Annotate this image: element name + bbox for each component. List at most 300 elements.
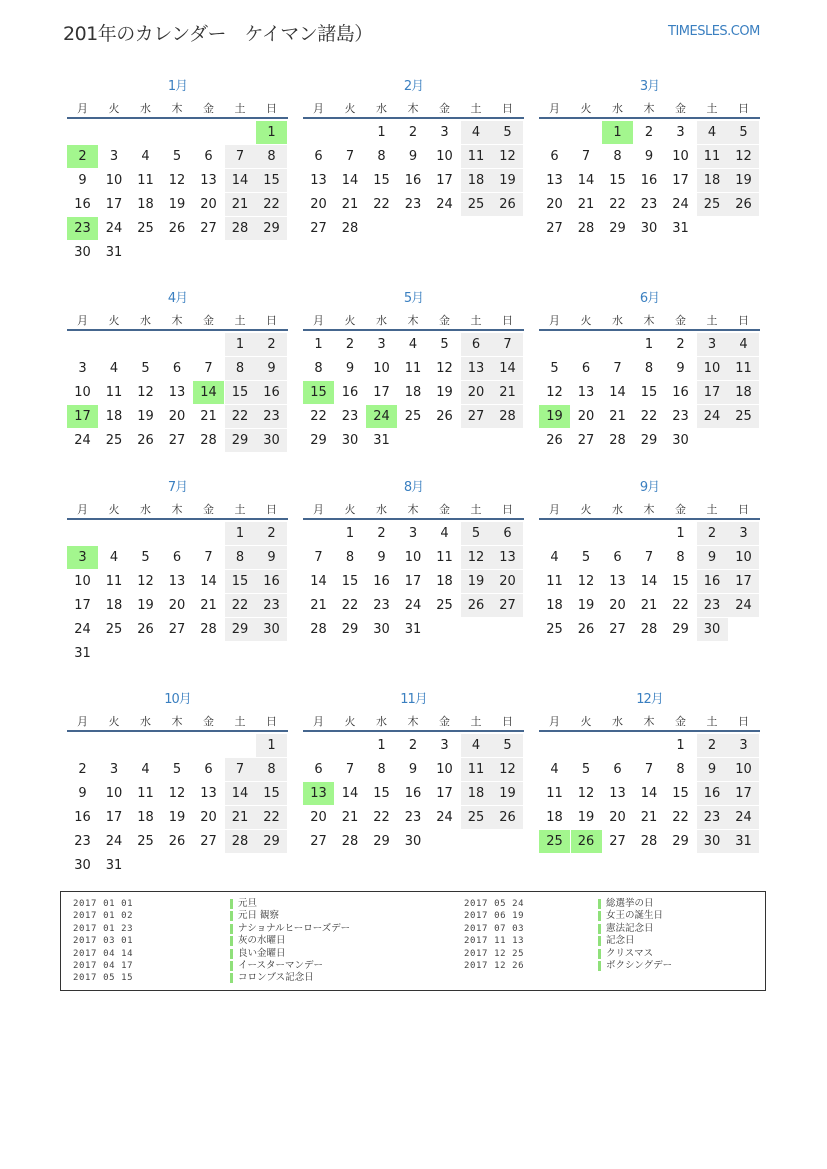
day-cell: 3 xyxy=(697,333,728,356)
day-cell: 17 xyxy=(436,786,453,801)
day-cell: 24 xyxy=(105,221,123,236)
weekday-label: 木 xyxy=(171,314,183,327)
day-cell: 11 xyxy=(697,145,728,168)
day-cell: 31 xyxy=(105,858,123,873)
month-name: 1月 xyxy=(167,79,188,94)
day-cell: 12 xyxy=(577,786,595,801)
day-cell: 19 xyxy=(137,409,154,424)
day-cell: 5 xyxy=(581,550,591,565)
day-cell: 11 xyxy=(105,574,123,589)
day-cell: 25 xyxy=(728,405,759,428)
day-cell: 22 xyxy=(225,594,256,617)
day-cell: 30 xyxy=(74,245,91,260)
day-cell: 20 xyxy=(546,197,563,212)
day-cell: 4 xyxy=(697,121,728,144)
day-cell: 16 xyxy=(373,574,390,589)
day-cell: 11 xyxy=(137,786,154,801)
day-cell: 14 xyxy=(341,786,359,801)
day-cell: 24 xyxy=(105,834,123,849)
day-cell: 13 xyxy=(310,173,327,188)
holiday-list xyxy=(60,891,766,991)
weekday-label: 木 xyxy=(407,715,419,728)
day-cell: 10 xyxy=(728,546,759,569)
day-cell: 16 xyxy=(256,570,287,593)
holiday-date: 2017 04 17 xyxy=(73,960,134,971)
holiday-name: 記念日 xyxy=(606,935,635,947)
day-cell: 12 xyxy=(168,173,186,188)
month-name: 12月 xyxy=(636,692,663,707)
day-cell: 5 xyxy=(440,337,449,352)
day-cell: 11 xyxy=(728,357,759,380)
day-cell: 26 xyxy=(546,433,563,448)
day-cell: 17 xyxy=(373,385,390,400)
day-cell: 17 xyxy=(74,598,91,613)
weekday-label: 木 xyxy=(643,715,655,728)
day-cell: 28 xyxy=(341,221,359,236)
weekday-label: 水 xyxy=(612,715,623,728)
holiday-name: 良い金曜日 xyxy=(238,947,286,959)
day-cell: 10 xyxy=(672,149,689,164)
holiday-date: 2017 01 01 xyxy=(73,899,134,909)
day-cell: 2 xyxy=(644,125,654,140)
weekday-label: 土 xyxy=(706,314,718,327)
day-cell: 10 xyxy=(436,149,453,164)
weekday-label: 月 xyxy=(77,102,88,115)
weekday-label: 日 xyxy=(502,715,513,728)
day-cell: 5 xyxy=(492,121,523,144)
day-cell: 21 xyxy=(640,598,658,613)
day-cell: 21 xyxy=(609,409,626,424)
weekday-label: 土 xyxy=(234,503,246,516)
weekday-label: 金 xyxy=(675,102,686,115)
day-cell: 4 xyxy=(141,149,150,164)
day-cell: 7 xyxy=(345,762,355,777)
day-cell: 9 xyxy=(408,149,418,164)
day-cell: 21 xyxy=(492,381,523,404)
holiday-marker xyxy=(230,961,233,971)
day-cell: 28 xyxy=(225,830,256,853)
day-cell: 29 xyxy=(225,618,256,641)
holiday-marker xyxy=(230,973,233,983)
day-cell: 29 xyxy=(341,622,359,637)
weekday-label: 月 xyxy=(549,102,560,115)
header-rule xyxy=(539,730,760,732)
weekday-label: 水 xyxy=(140,102,151,115)
day-cell: 4 xyxy=(109,361,119,376)
day-cell: 5 xyxy=(461,522,492,545)
day-cell: 13 xyxy=(577,385,595,400)
weekday-label: 日 xyxy=(738,314,749,327)
day-cell: 13 xyxy=(609,786,626,801)
day-cell: 15 xyxy=(303,381,334,404)
day-cell: 12 xyxy=(492,145,523,168)
day-cell: 3 xyxy=(728,522,759,545)
day-cell: 22 xyxy=(640,409,658,424)
weekday-label: 水 xyxy=(612,503,623,516)
weekday-label: 土 xyxy=(470,102,482,115)
day-cell: 7 xyxy=(204,550,213,565)
day-cell: 14 xyxy=(310,574,327,589)
day-cell: 7 xyxy=(204,361,213,376)
day-cell: 29 xyxy=(373,834,390,849)
day-cell: 29 xyxy=(310,433,327,448)
day-cell: 7 xyxy=(644,550,654,565)
day-cell: 8 xyxy=(345,550,355,565)
day-cell: 15 xyxy=(373,786,390,801)
day-cell: 2 xyxy=(256,333,287,356)
weekday-label: 日 xyxy=(266,715,277,728)
day-cell: 22 xyxy=(310,409,327,424)
day-cell: 23 xyxy=(672,409,689,424)
day-cell: 1 xyxy=(602,121,633,144)
day-cell: 14 xyxy=(193,381,224,404)
day-cell: 12 xyxy=(461,546,492,569)
day-cell: 28 xyxy=(640,622,658,637)
day-cell: 21 xyxy=(200,598,217,613)
day-cell: 30 xyxy=(341,433,359,448)
day-cell: 2 xyxy=(408,125,418,140)
weekday-label: 月 xyxy=(549,503,560,516)
day-cell: 1 xyxy=(256,734,287,757)
day-cell: 8 xyxy=(225,546,256,569)
day-cell: 14 xyxy=(640,574,658,589)
day-cell: 23 xyxy=(341,409,359,424)
day-cell: 24 xyxy=(436,810,453,825)
day-cell: 4 xyxy=(461,734,492,757)
day-cell: 15 xyxy=(373,173,390,188)
day-cell: 29 xyxy=(225,429,256,452)
holiday-date: 2017 01 02 xyxy=(73,911,134,922)
day-cell: 22 xyxy=(373,810,390,825)
holiday-date: 2017 01 23 xyxy=(73,923,134,934)
day-cell: 9 xyxy=(256,546,287,569)
day-cell: 16 xyxy=(640,173,658,188)
day-cell: 27 xyxy=(200,221,217,236)
weekday-label: 水 xyxy=(612,314,623,327)
day-cell: 3 xyxy=(109,762,119,777)
day-cell: 1 xyxy=(644,337,654,352)
day-cell: 2 xyxy=(697,734,728,757)
day-cell: 15 xyxy=(256,169,287,192)
day-cell: 16 xyxy=(404,173,422,188)
day-cell: 22 xyxy=(609,197,626,212)
weekday-label: 水 xyxy=(376,314,387,327)
day-cell: 5 xyxy=(141,361,150,376)
day-cell: 18 xyxy=(461,169,492,192)
day-cell: 19 xyxy=(577,598,595,613)
day-cell: 15 xyxy=(609,173,626,188)
day-cell: 11 xyxy=(137,173,154,188)
day-cell: 31 xyxy=(373,433,390,448)
day-cell: 15 xyxy=(672,574,689,589)
day-cell: 21 xyxy=(640,810,658,825)
day-cell: 5 xyxy=(728,121,759,144)
weekday-label: 金 xyxy=(675,314,686,327)
day-cell: 6 xyxy=(314,149,323,164)
day-cell: 26 xyxy=(577,622,595,637)
day-cell: 23 xyxy=(256,405,287,428)
day-cell: 12 xyxy=(137,385,154,400)
day-cell: 30 xyxy=(256,429,287,452)
day-cell: 10 xyxy=(373,361,390,376)
day-cell: 23 xyxy=(697,806,728,829)
day-cell: 14 xyxy=(640,786,658,801)
header-rule xyxy=(67,518,288,520)
weekday-label: 水 xyxy=(612,102,623,115)
day-cell: 3 xyxy=(78,361,87,376)
weekday-label: 火 xyxy=(580,314,592,327)
day-cell: 14 xyxy=(577,173,595,188)
header-rule xyxy=(539,518,760,520)
day-cell: 17 xyxy=(728,782,759,805)
weekday-label: 火 xyxy=(108,102,120,115)
holiday-name: クリスマス xyxy=(606,947,654,959)
day-cell: 18 xyxy=(546,810,563,825)
weekday-label: 月 xyxy=(77,314,88,327)
weekday-label: 水 xyxy=(140,503,151,516)
holiday-name: 元旦 xyxy=(238,898,258,909)
day-cell: 26 xyxy=(461,594,492,617)
day-cell: 21 xyxy=(577,197,595,212)
weekday-label: 土 xyxy=(470,715,482,728)
day-cell: 22 xyxy=(672,810,689,825)
day-cell: 14 xyxy=(492,357,523,380)
day-cell: 5 xyxy=(172,149,182,164)
day-cell: 18 xyxy=(137,810,154,825)
day-cell: 1 xyxy=(225,522,256,545)
day-cell: 10 xyxy=(74,385,91,400)
day-cell: 13 xyxy=(546,173,563,188)
day-cell: 1 xyxy=(345,526,355,541)
day-cell: 13 xyxy=(303,782,334,805)
weekday-label: 火 xyxy=(108,715,120,728)
day-cell: 8 xyxy=(314,361,323,376)
day-cell: 2 xyxy=(377,526,386,541)
day-cell: 31 xyxy=(105,245,123,260)
day-cell: 20 xyxy=(577,409,595,424)
day-cell: 18 xyxy=(105,409,123,424)
day-cell: 27 xyxy=(310,221,327,236)
day-cell: 11 xyxy=(461,758,492,781)
day-cell: 23 xyxy=(67,217,98,240)
day-cell: 2 xyxy=(676,337,685,352)
day-cell: 16 xyxy=(697,570,728,593)
day-cell: 2 xyxy=(67,145,98,168)
day-cell: 20 xyxy=(492,570,523,593)
day-cell: 18 xyxy=(728,381,759,404)
day-cell: 19 xyxy=(539,405,570,428)
day-cell: 6 xyxy=(204,762,213,777)
day-cell: 10 xyxy=(436,762,453,777)
day-cell: 6 xyxy=(581,361,591,376)
day-cell: 19 xyxy=(577,810,595,825)
holiday-marker xyxy=(230,899,233,909)
month-name: 10月 xyxy=(164,692,191,707)
day-cell: 6 xyxy=(461,333,492,356)
weekday-label: 月 xyxy=(549,715,560,728)
day-cell: 29 xyxy=(609,221,626,236)
weekday-label: 金 xyxy=(203,314,214,327)
holiday-name: 憲法記念日 xyxy=(606,922,654,934)
day-cell: 8 xyxy=(225,357,256,380)
holiday-date: 2017 12 25 xyxy=(464,948,525,959)
day-cell: 6 xyxy=(314,762,323,777)
day-cell: 4 xyxy=(408,337,418,352)
header-rule xyxy=(303,329,524,331)
day-cell: 2 xyxy=(697,522,728,545)
day-cell: 2 xyxy=(78,762,87,777)
day-cell: 19 xyxy=(436,385,453,400)
weekday-label: 木 xyxy=(643,102,655,115)
weekday-label: 金 xyxy=(439,314,450,327)
day-cell: 9 xyxy=(697,546,728,569)
weekday-label: 日 xyxy=(738,715,749,728)
weekday-label: 土 xyxy=(706,102,718,115)
month-name: 8月 xyxy=(403,480,424,495)
day-cell: 9 xyxy=(408,762,418,777)
holiday-name: イースターマンデー xyxy=(238,959,324,971)
day-cell: 30 xyxy=(373,622,390,637)
day-cell: 19 xyxy=(492,169,523,192)
day-cell: 24 xyxy=(74,622,91,637)
day-cell: 26 xyxy=(492,806,523,829)
day-cell: 17 xyxy=(672,173,689,188)
weekday-label: 日 xyxy=(266,503,277,516)
day-cell: 21 xyxy=(341,197,359,212)
weekday-label: 水 xyxy=(140,715,151,728)
day-cell: 28 xyxy=(492,405,523,428)
day-cell: 18 xyxy=(105,598,123,613)
weekday-label: 月 xyxy=(313,314,324,327)
day-cell: 9 xyxy=(644,149,654,164)
day-cell: 1 xyxy=(256,121,287,144)
day-cell: 29 xyxy=(256,217,287,240)
weekday-label: 日 xyxy=(502,503,513,516)
day-cell: 30 xyxy=(697,618,728,641)
day-cell: 24 xyxy=(366,405,397,428)
day-cell: 13 xyxy=(200,173,217,188)
day-cell: 3 xyxy=(109,149,119,164)
day-cell: 5 xyxy=(141,550,150,565)
weekday-label: 日 xyxy=(266,314,277,327)
weekday-label: 木 xyxy=(643,314,655,327)
day-cell: 8 xyxy=(377,149,386,164)
day-cell: 8 xyxy=(676,550,685,565)
day-cell: 30 xyxy=(404,834,422,849)
weekday-label: 金 xyxy=(203,715,214,728)
day-cell: 25 xyxy=(539,830,570,853)
day-cell: 4 xyxy=(550,762,559,777)
weekday-label: 木 xyxy=(407,102,419,115)
day-cell: 16 xyxy=(672,385,689,400)
weekday-label: 日 xyxy=(738,102,749,115)
day-cell: 1 xyxy=(676,738,685,753)
day-cell: 27 xyxy=(577,433,595,448)
day-cell: 24 xyxy=(672,197,689,212)
day-cell: 24 xyxy=(436,197,453,212)
day-cell: 30 xyxy=(672,433,689,448)
header-rule xyxy=(303,518,524,520)
weekday-label: 土 xyxy=(234,314,246,327)
day-cell: 29 xyxy=(672,622,689,637)
day-cell: 30 xyxy=(256,618,287,641)
day-cell: 25 xyxy=(137,834,154,849)
day-cell: 27 xyxy=(310,834,327,849)
day-cell: 5 xyxy=(492,734,523,757)
weekday-label: 火 xyxy=(108,314,120,327)
day-cell: 24 xyxy=(697,405,728,428)
header-rule xyxy=(303,730,524,732)
day-cell: 20 xyxy=(168,598,186,613)
header-rule xyxy=(539,117,760,119)
day-cell: 13 xyxy=(168,574,186,589)
day-cell: 27 xyxy=(546,221,563,236)
day-cell: 28 xyxy=(640,834,658,849)
day-cell: 27 xyxy=(200,834,217,849)
weekday-label: 水 xyxy=(140,314,151,327)
holiday-date: 2017 05 24 xyxy=(464,899,525,909)
day-cell: 23 xyxy=(256,594,287,617)
weekday-label: 金 xyxy=(439,503,450,516)
holiday-marker xyxy=(230,911,233,921)
holiday-date: 2017 04 14 xyxy=(73,948,134,959)
day-cell: 3 xyxy=(728,734,759,757)
day-cell: 3 xyxy=(440,125,449,140)
day-cell: 24 xyxy=(404,598,422,613)
weekday-label: 水 xyxy=(376,102,387,115)
header-rule xyxy=(67,117,288,119)
day-cell: 28 xyxy=(609,433,626,448)
day-cell: 8 xyxy=(644,361,654,376)
weekday-label: 月 xyxy=(313,102,324,115)
day-cell: 27 xyxy=(168,433,186,448)
holiday-date: 2017 03 01 xyxy=(73,936,134,947)
month-name: 6月 xyxy=(639,291,660,306)
weekday-label: 土 xyxy=(234,102,246,115)
day-cell: 17 xyxy=(728,570,759,593)
day-cell: 23 xyxy=(404,810,422,825)
day-cell: 10 xyxy=(105,786,123,801)
weekday-label: 火 xyxy=(344,314,356,327)
day-cell: 26 xyxy=(137,622,154,637)
day-cell: 11 xyxy=(105,385,123,400)
day-cell: 27 xyxy=(609,834,626,849)
day-cell: 13 xyxy=(609,574,626,589)
day-cell: 23 xyxy=(373,598,390,613)
weekday-label: 日 xyxy=(266,102,277,115)
month-name: 3月 xyxy=(639,79,660,94)
day-cell: 16 xyxy=(74,810,91,825)
day-cell: 4 xyxy=(550,550,559,565)
day-cell: 23 xyxy=(404,197,422,212)
day-cell: 21 xyxy=(225,806,256,829)
day-cell: 3 xyxy=(408,526,418,541)
day-cell: 18 xyxy=(404,385,422,400)
day-cell: 19 xyxy=(492,782,523,805)
day-cell: 11 xyxy=(546,786,563,801)
weekday-label: 火 xyxy=(344,503,356,516)
weekday-label: 月 xyxy=(313,503,324,516)
day-cell: 7 xyxy=(644,762,654,777)
day-cell: 20 xyxy=(310,810,327,825)
brand-logo-text[interactable]: TIMESLES.COM xyxy=(668,24,760,39)
holiday-marker xyxy=(230,924,233,934)
weekday-label: 日 xyxy=(738,503,749,516)
day-cell: 10 xyxy=(697,357,728,380)
day-cell: 11 xyxy=(436,550,453,565)
day-cell: 7 xyxy=(225,758,256,781)
month-name: 11月 xyxy=(400,692,427,707)
